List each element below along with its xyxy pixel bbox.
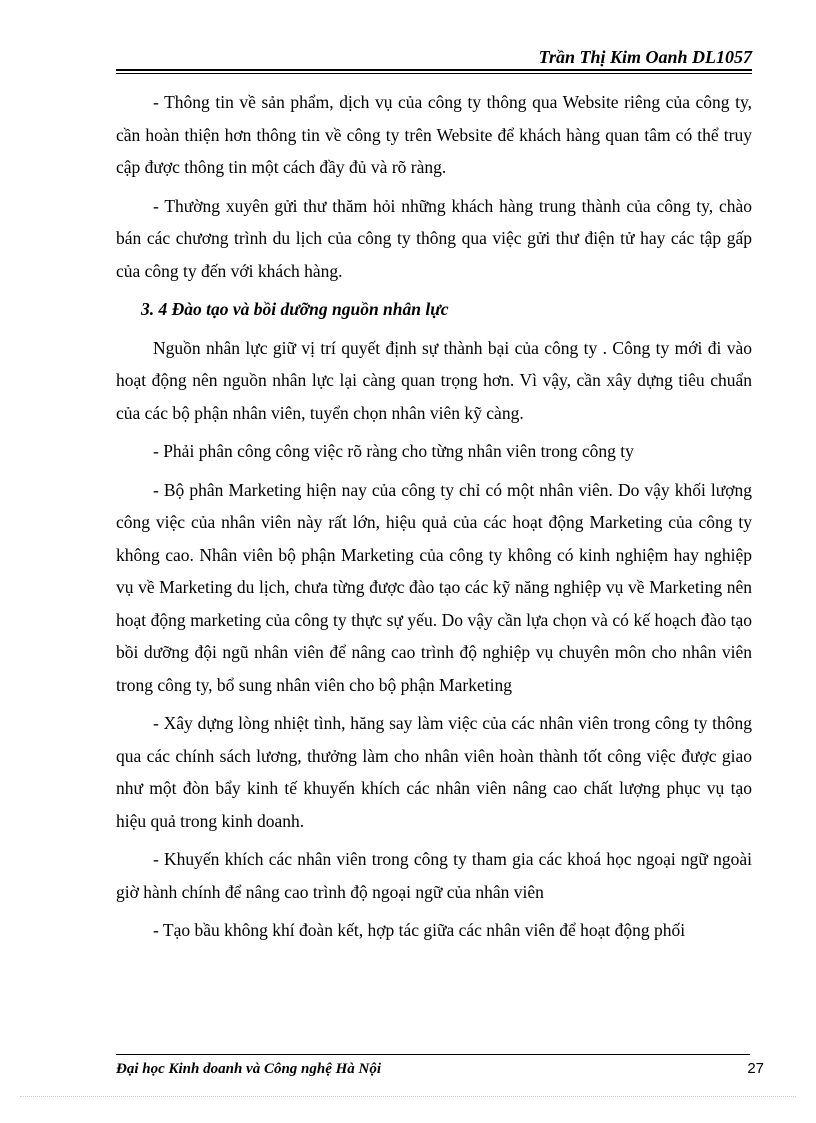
paragraph-task-assignment: - Phải phân công công việc rõ ràng cho từng nhân viên trong công ty	[153, 441, 634, 461]
paragraph-marketing-department: - Bộ phân Marketing hiện nay của công ty chỉ có một nhân viên. Do vậy khối lượng công việc của nhân viên này rất lớn, hiệu quả của các hoạt động Marketing của công ty không cao. Nhân viên bộ phận Marketing của công ty không có kinh nghiệm hay nghiệp vụ về Marketing du lịch, chưa từng được đào tạo các kỹ năng nghiệp vụ về Marketing nên hoạt động marketing của công ty thực sự yếu. Do vậy cần lựa chọn và có kế hoạch đào tạo bồi dưỡng đội ngũ nhân viên để nâng cao trình độ nghiệp vụ chuyên môn cho nhân viên trong công ty, bổ sung nhân viên cho bộ phận Marketing	[116, 479, 752, 695]
section-heading-3-4: 3. 4 Đào tạo và bồi dưỡng nguồn nhân lực	[141, 299, 449, 319]
paragraph-language-training: - Khuyến khích các nhân viên trong công ty tham gia các khoá học ngoại ngữ ngoài giờ hành chính để nâng cao trình độ ngoại ngữ của nhân viên	[116, 849, 752, 902]
page-edge-dotted-line	[20, 1096, 796, 1097]
paragraph-teamwork: - Tạo bầu không khí đoàn kết, hợp tác giữa các nhân viên để hoạt động phối	[153, 920, 686, 940]
running-header-author: Trần Thị Kim Oanh DL1057	[538, 47, 752, 67]
running-footer-school: Đại học Kinh doanh và Công nghệ Hà Nội	[116, 1061, 382, 1077]
paragraph-website-info: - Thông tin về sản phẩm, dịch vụ của công ty thông qua Website riêng của công ty, cần hoàn thiện hơn thông tin về công ty trên Website để khách hàng quan tâm có thể truy cập được thông tin một cách đầy đủ và rõ ràng.	[116, 92, 752, 177]
paragraph-motivation: - Xây dựng lòng nhiệt tình, hăng say làm việc của các nhân viên trong công ty thông qua các chính sách lương, thưởng làm cho nhân viên hoàn thành tốt công việc được giao như một đòn bẩy kinh tế khuyến khích các nhân viên nâng cao chất lượng phục vụ tạo hiệu quả trong kinh doanh.	[116, 713, 752, 831]
paragraph-human-resources: Nguồn nhân lực giữ vị trí quyết định sự thành bại của công ty . Công ty mới đi vào hoạt động nên nguồn nhân lực lại càng quan trọng hơn. Vì vậy, cần xây dựng tiêu chuẩn của các bộ phận nhân viên, tuyển chọn nhân viên kỹ càng.	[116, 337, 752, 423]
page-number: 27	[747, 1060, 764, 1077]
page-body	[116, 86, 752, 953]
header-divider-thin	[116, 73, 752, 74]
paragraph-customer-mail: - Thường xuyên gửi thư thăm hỏi những khách hàng trung thành của công ty, chào bán các chương trình du lịch của công ty thông qua việc gửi thư điện tử hay các tập gấp của công ty đến với khách hàng.	[116, 195, 752, 281]
footer-divider	[116, 1054, 750, 1055]
header-divider-thick	[116, 69, 752, 71]
